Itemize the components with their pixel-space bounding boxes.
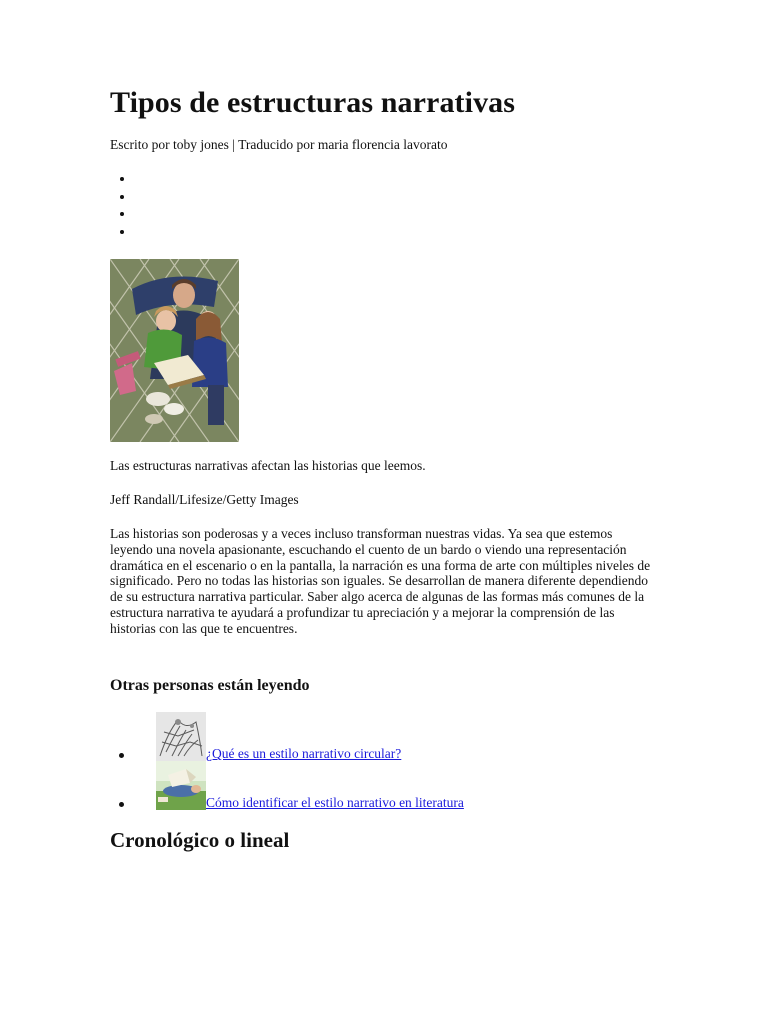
image-credit: Jeff Randall/Lifesize/Getty Images [110, 492, 299, 507]
bullet-icon [119, 753, 124, 758]
related-heading: Otras personas están leyendo [110, 677, 310, 694]
reading-outdoors-thumbnail-icon[interactable] [156, 761, 206, 810]
section-heading: Cronológico o lineal [110, 828, 290, 852]
family-reading-image [110, 259, 239, 442]
bullet-icon [119, 802, 124, 807]
article-photo [110, 259, 239, 442]
sketch-thumbnail-icon[interactable] [156, 712, 206, 761]
related-link-identify-style[interactable]: Cómo identificar el estilo narrativo en literatura [206, 795, 464, 810]
empty-bullet-list [110, 170, 135, 240]
image-caption: Las estructuras narrativas afectan las historias que leemos. [110, 458, 426, 473]
byline: Escrito por toby jones | Traducido por maria florencia lavorato [110, 137, 448, 152]
related-list [110, 712, 464, 810]
related-link-circular[interactable]: ¿Qué es un estilo narrativo circular? [206, 746, 402, 761]
article-body: Las historias son poderosas y a veces incluso transforman nuestras vidas. Ya sea que estemos leyendo una novela apasionante, escuchando el cuento de un bardo o viendo una representación dramática en el escenario o en la pantalla, la narración es una forma de arte con múltiples niveles de significado. Pero no todas las historias son iguales. Se desarrollan de manera diferente dependiendo de su estructura narrativa particular. Saber algo acerca de algunas de las formas más comunes de la estructura narrativa te ayudará a profundizar tu apreciación y a mejorar la comprensión de las historias con las que te encuentres. [110, 526, 651, 636]
page-title: Tipos de estructuras narrativas [110, 86, 516, 119]
